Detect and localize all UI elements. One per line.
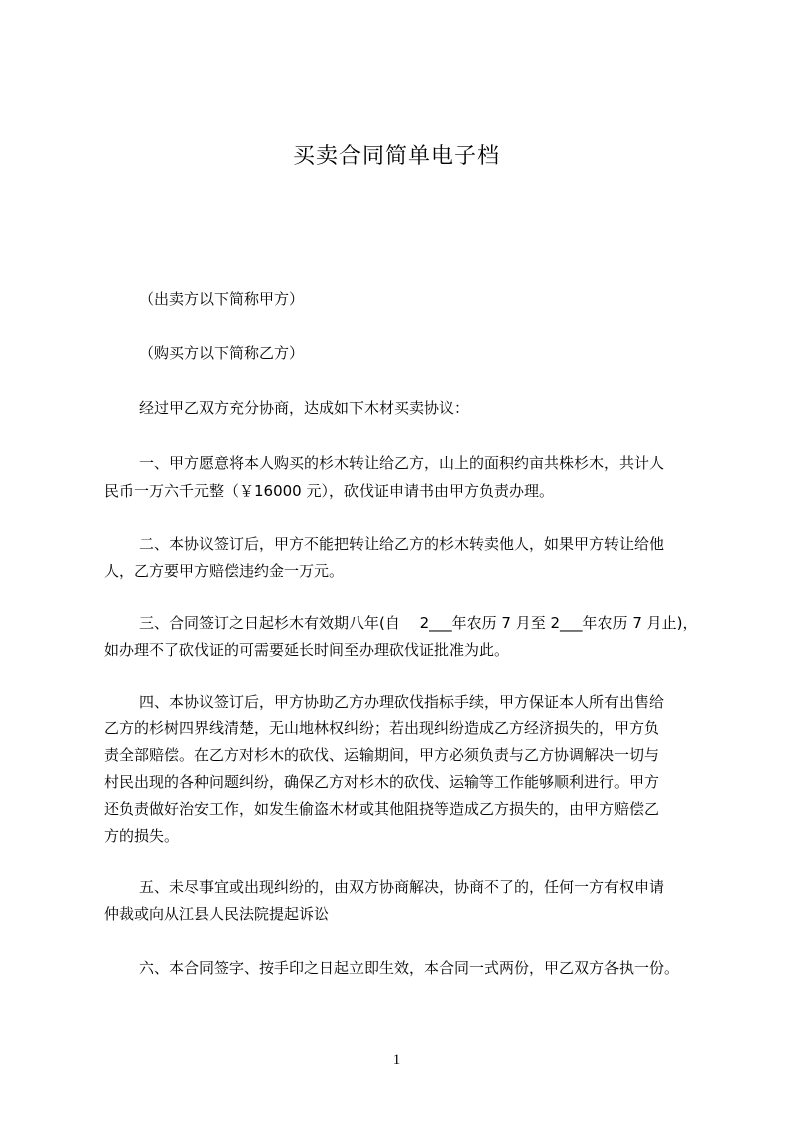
clause-4-line-1: 四、本协议签订后，甲方协助乙方办理砍伐指标手续，甲方保证本人所有出售给	[139, 693, 665, 711]
page-number: 1	[392, 1052, 401, 1068]
clause-4-line-5: 还负责做好治安工作，如发生偷盗木材或其他阻挠等造成乙方损失的，由甲方赔偿乙	[104, 800, 660, 818]
clause-6-line-1: 六、本合同签字、按手印之日起立即生效，本合同一式两份，甲乙双方各执一份。	[139, 959, 680, 977]
clause-2-line-1: 二、本协议签订后，甲方不能把转让给乙方的杉木转卖他人，如果甲方转让给他	[139, 535, 665, 553]
clause-3-line-1: 三、合同签订之日起杉木有效期八年(自 2___年农历 7 月至 2___年农历 7 月止)，	[139, 614, 698, 632]
clause-1-line-1: 一、甲方愿意将本人购买的杉木转让给乙方，山上的面积约亩共株杉木，共计人	[139, 454, 665, 472]
seller-line: （出卖方以下简称甲方）	[139, 290, 305, 308]
clause-4-line-6: 方的损失。	[104, 827, 180, 845]
clause-2-line-2: 人，乙方要甲方赔偿违约金一万元。	[104, 562, 345, 580]
clause-5-line-1: 五、未尽事宜或出现纠纷的，由双方协商解决，协商不了的，任何一方有权申请	[139, 878, 665, 896]
clause-5-line-2: 仲裁或向从江县人民法院提起诉讼	[104, 905, 330, 923]
clause-4-line-2: 乙方的杉树四界线清楚，无山地林权纠纷；若出现纠纷造成乙方经济损失的，甲方负	[104, 719, 660, 737]
clause-1-line-2: 民币一万六千元整（￥16000 元），砍伐证申请书由甲方负责办理。	[104, 482, 554, 500]
clause-3-line-2: 如办理不了砍伐证的可需要延长时间至办理砍伐证批准为此。	[104, 641, 510, 659]
clause-4-line-3: 责全部赔偿。在乙方对杉木的砍伐、运输期间，甲方必须负责与乙方协调解决一切与	[104, 746, 660, 764]
clause-4-line-4: 村民出现的各种问题纠纷，确保乙方对杉木的砍伐、运输等工作能够顺利进行。甲方	[104, 773, 660, 791]
buyer-line: （购买方以下简称乙方）	[139, 344, 305, 362]
document-title: 买卖合同简单电子档	[292, 144, 500, 169]
intro-line: 经过甲乙双方充分协商，达成如下木材买卖协议：	[139, 399, 470, 417]
